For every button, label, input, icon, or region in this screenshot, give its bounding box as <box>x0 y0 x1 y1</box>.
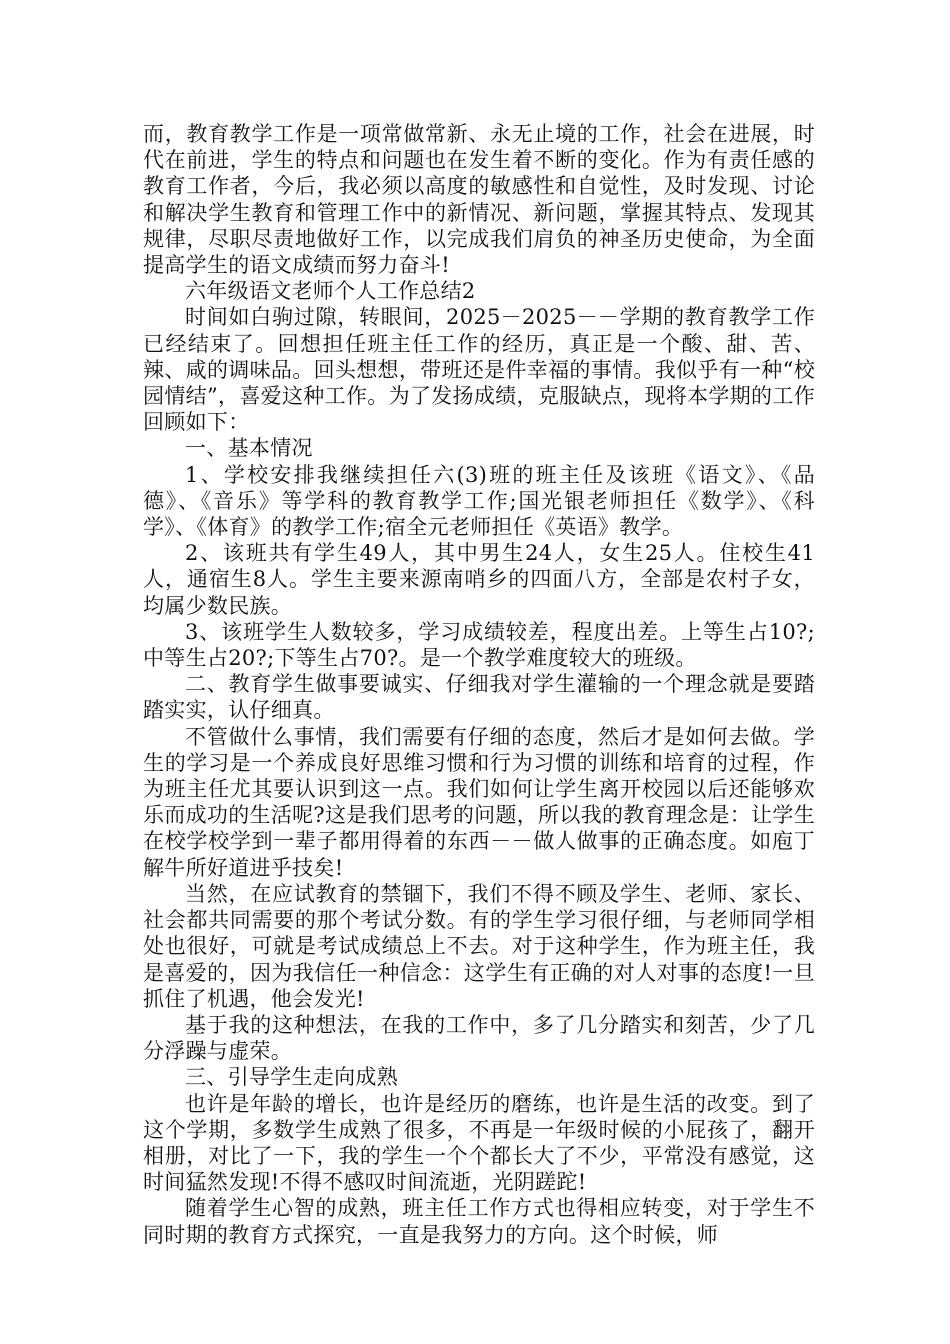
paragraph-intro-continuation: 而，教育教学工作是一项常做常新、永无止境的工作，社会在进展，时代在前进，学生的特点和问题也在发生着不断的变化。作为有责任感的教育工作者，今后，我必须以高度的敏感性和自觉性，及时发现、讨论和解决学生教育和管理工作中的新情况、新问题，掌握其特点、发现其规律，尽职尽责地做好工作，以完成我们肩负的神圣历史使命，为全面提高学生的语文成绩而努力奋斗! <box>143 122 815 278</box>
paragraph-based-on: 基于我的这种想法，在我的工作中，多了几分踏实和刻苦，少了几分浮躁与虚荣。 <box>143 1012 815 1064</box>
heading-basic-situation: 一、基本情况 <box>185 436 313 461</box>
heading-maturity: 三、引导学生走向成熟 <box>185 1065 398 1090</box>
heading-honesty: 二、教育学生做事要诚实、仔细我对学生灌输的一个理念就是要踏踏实实，认仔细真。 <box>143 672 815 723</box>
paragraph-opening: 时间如白驹过隙，转眼间，2025－2025－－学期的教育教学工作已经结束了。回想担任班主任工作的经历，真正是一个酸、甜、苦、辣、咸的调味品。回头想想，带班还是件幸福的事情。我似乎有一种“校园情结”，喜爱这种工作。为了发扬成绩，克服缺点，现将本学期的工作回顾如下： <box>143 305 815 435</box>
section-title: 六年级语文老师个人工作总结2 <box>185 279 476 304</box>
paragraph-exam: 当然，在应试教育的禁锢下，我们不得不顾及学生、老师、家长、社会都共同需要的那个考试分数。有的学生学习很仔细，与老师同学相处也很好，可就是考试成绩总上不去。对于这种学生，作为班主任，我是喜爱的，因为我信任一种信念：这学生有正确的对人对事的态度!一旦抓住了机遇，他会发光! <box>143 881 815 1011</box>
paragraph-basic-2: 2、该班共有学生49人，其中男生24人，女生25人。住校生41人，通宿生8人。学生主要来源南哨乡的四面八方，全部是农村子女，均属少数民族。 <box>143 541 815 618</box>
paragraph-method: 随着学生心智的成熟，班主任工作方式也得相应转变，对于学生不同时期的教育方式探究，一直是我努力的方向。这个时候，师 <box>143 1196 815 1247</box>
paragraph-growth: 也许是年龄的增长，也许是经历的磨练，也许是生活的改变。到了这个学期，多数学生成熟了很多，不再是一年级时候的小屁孩了，翻开相册，对比了一下，我的学生一个个都长大了不少，平常没有感觉，这时间猛然发现!不得不感叹时间流逝，光阴蹉跎! <box>143 1091 815 1195</box>
document-page <box>143 121 815 1248</box>
paragraph-basic-1: 1、学校安排我继续担任六(3)班的班主任及该班《语文》、《品德》、《音乐》等学科的教育教学工作;国光银老师担任《数学》、《科学》、《体育》的教学工作;宿全元老师担任《英语》教学。 <box>143 462 815 540</box>
paragraph-basic-3: 3、该班学生人数较多，学习成绩较差，程度出差。上等生占10?;中等生占20?;下等生占70?。是一个教学难度较大的班级。 <box>143 619 815 671</box>
paragraph-attitude: 不管做什么事情，我们需要有仔细的态度，然后才是如何去做。学生的学习是一个养成良好思维习惯和行为习惯的训练和培育的过程，作为班主任尤其要认识到这一点。我们如何让学生离开校园以后还能够欢乐而成功的生活呢?这是我们思考的问题，所以我的教育理念是：让学生在校学校学到一辈子都用得着的东西－－做人做事的正确态度。如庖丁解牛所好道进乎技矣! <box>143 724 815 880</box>
